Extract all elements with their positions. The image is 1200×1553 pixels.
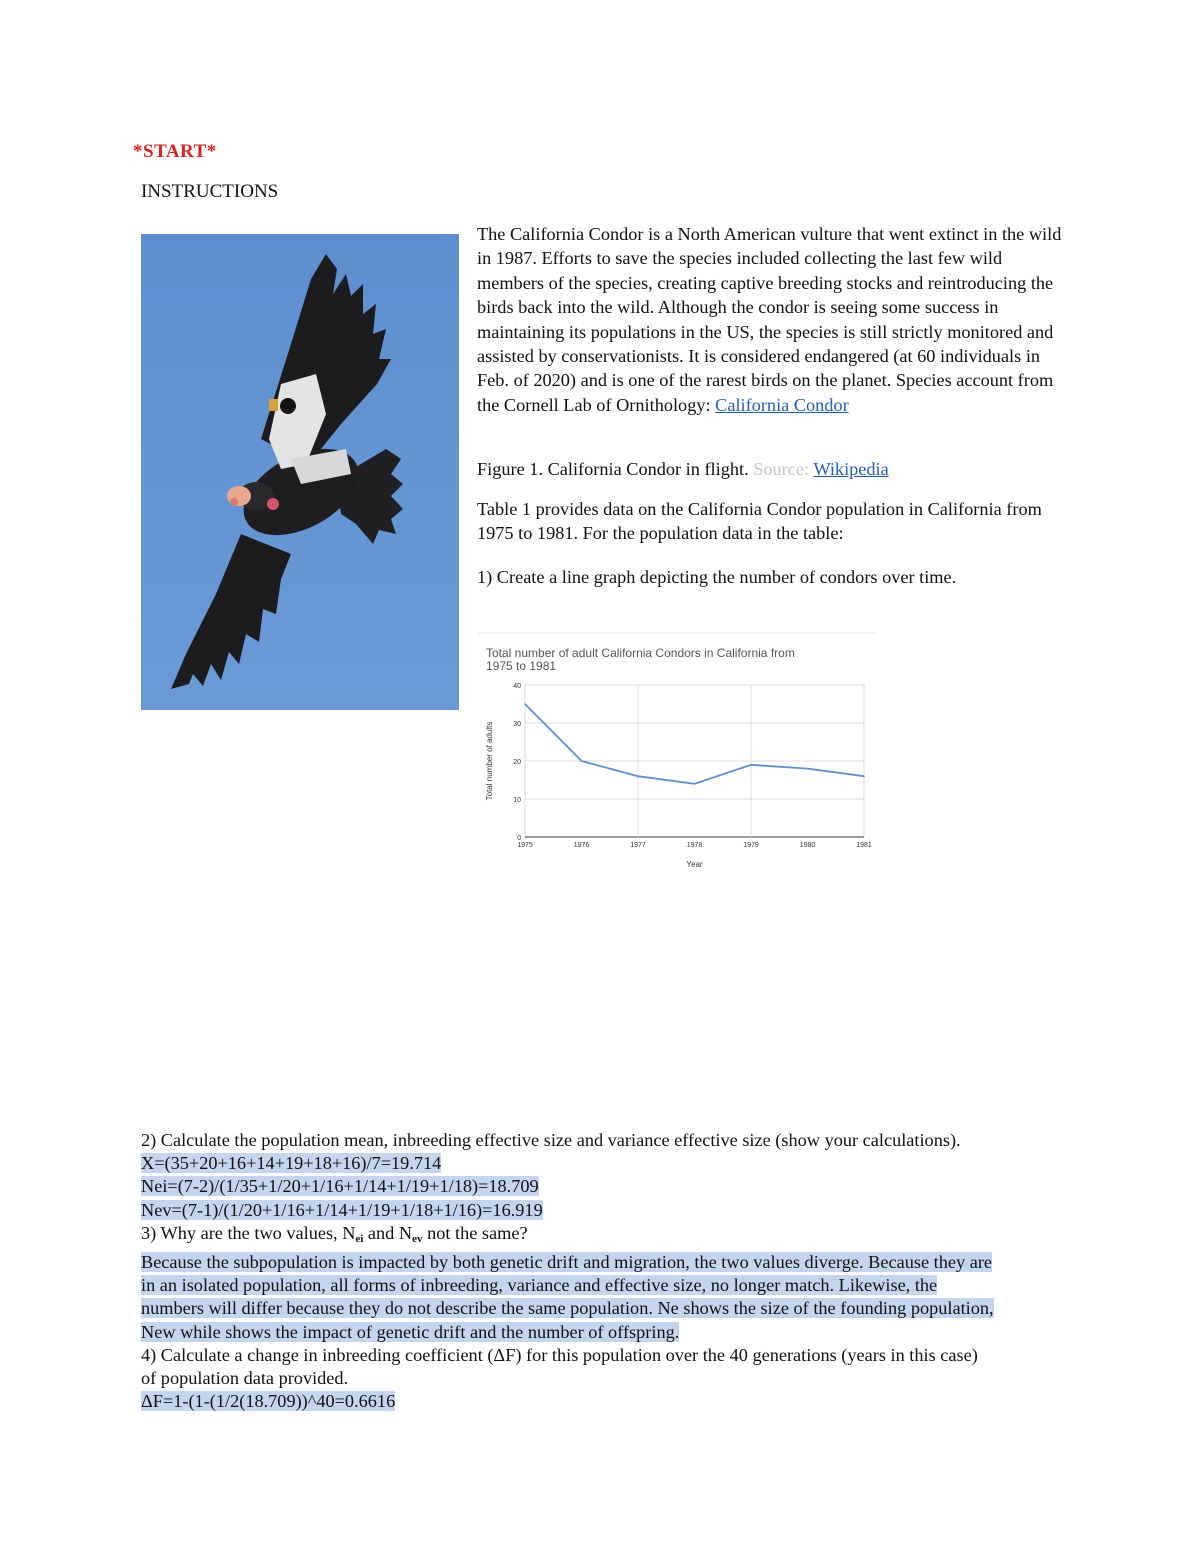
x-axis-label: Year xyxy=(686,860,703,869)
x-tick-label: 1978 xyxy=(686,842,703,849)
figure-caption xyxy=(477,457,1067,481)
y-tick-label: 40 xyxy=(513,683,521,690)
chart-title-line-1: Total number of adult California Condors in California from xyxy=(486,646,795,660)
source-label: Source: xyxy=(753,459,810,479)
y-axis-label: Total number of adults xyxy=(485,721,494,801)
y-tick-label: 30 xyxy=(513,721,521,728)
x-tick-label: 1979 xyxy=(743,842,759,849)
start-marker: *START* xyxy=(133,141,217,162)
q3-answer-line-1: Because the subpopulation is impacted by both genetic drift and migration, the two values diverge. Because they are xyxy=(141,1252,993,1273)
question-2: 2) Calculate the population mean, inbreeding effective size and variance effective size (show your calculations). xyxy=(141,1130,961,1150)
q3-answer-line-2: in an isolated population, all forms of inbreeding, variance and effective size, no longer match. Likewise, the xyxy=(141,1275,938,1296)
data-point xyxy=(863,775,865,777)
data-point xyxy=(524,703,526,705)
x-tick-label: 1981 xyxy=(856,842,872,849)
answers-block xyxy=(141,1129,1071,1413)
data-point xyxy=(750,764,752,766)
question-4-line-1: 4) Calculate a change in inbreeding coefficient (ΔF) for this population over the 40 generations (years in this case) xyxy=(141,1344,978,1365)
data-point xyxy=(694,783,696,785)
condor-line-chart xyxy=(478,630,878,875)
question-4-line-2: of population data provided. xyxy=(141,1368,349,1389)
x-tick-label: 1980 xyxy=(799,842,816,849)
california-condor-link[interactable]: California Condor xyxy=(715,394,849,415)
wikipedia-link[interactable]: Wikipedia xyxy=(813,459,889,479)
q2-answer-mean: X=(35+20+16+14+19+18+16)/7=19.714 xyxy=(141,1153,442,1174)
question-1: 1) Create a line graph depicting the number of condors over time. xyxy=(477,567,957,587)
x-tick-label: 1975 xyxy=(517,842,533,849)
intro-paragraph xyxy=(477,222,1067,417)
intro-text: The California Condor is a North American vulture that went extinct in the wild in 1987. Efforts to save the species included collecting the last few wild members of the species, creating captive breeding stocks and reintroducing the birds back into the wild. Although the condor is seeing some success in maintaining its populations in the US, the species is still strictly monitored and assisted by conservationists. It is considered endangered (at 60 individuals in Feb. of 2020) and is one of the rarest birds on the planet. Species account from the Cornell Lab of Ornithology: xyxy=(477,224,1062,415)
q2-answer-nei: Nei=(7-2)/(1/35+1/20+1/16+1/14+1/19+1/18)=18.709 xyxy=(141,1176,539,1197)
condor-photo xyxy=(141,234,459,710)
table-intro: Table 1 provides data on the California Condor population in California from 1975 to 1981. For the population data in the table: xyxy=(477,499,1042,544)
instructions-heading: INSTRUCTIONS xyxy=(141,181,279,202)
q3-answer-line-4: New while shows the impact of genetic drift and the number of offspring. xyxy=(141,1321,680,1342)
data-point xyxy=(637,775,639,777)
y-tick-label: 10 xyxy=(513,797,521,804)
q3-answer-line-3: numbers will differ because they do not describe the same population. Ne shows the size of the founding population, xyxy=(141,1298,994,1319)
q4-answer: ΔF=1-(1-(1/2(18.709))^40=0.6616 xyxy=(141,1391,396,1412)
series-line xyxy=(525,704,864,784)
data-point xyxy=(807,768,809,770)
question-3: 3) Why are the two values, $N_{ei}$ and $N_{ev}$ not the same? xyxy=(141,1222,528,1245)
y-tick-label: 20 xyxy=(513,759,521,766)
data-point xyxy=(581,760,583,762)
chart-title-line-2: 1975 to 1981 xyxy=(486,659,557,673)
x-tick-label: 1976 xyxy=(573,842,590,849)
figure-caption-text: Figure 1. California Condor in flight. xyxy=(477,459,749,479)
q2-answer-nev: Nev=(7-1)/(1/20+1/16+1/14+1/19+1/18+1/16)=16.919 xyxy=(141,1199,543,1220)
y-tick-label: 0 xyxy=(517,835,521,842)
x-tick-label: 1977 xyxy=(630,842,646,849)
